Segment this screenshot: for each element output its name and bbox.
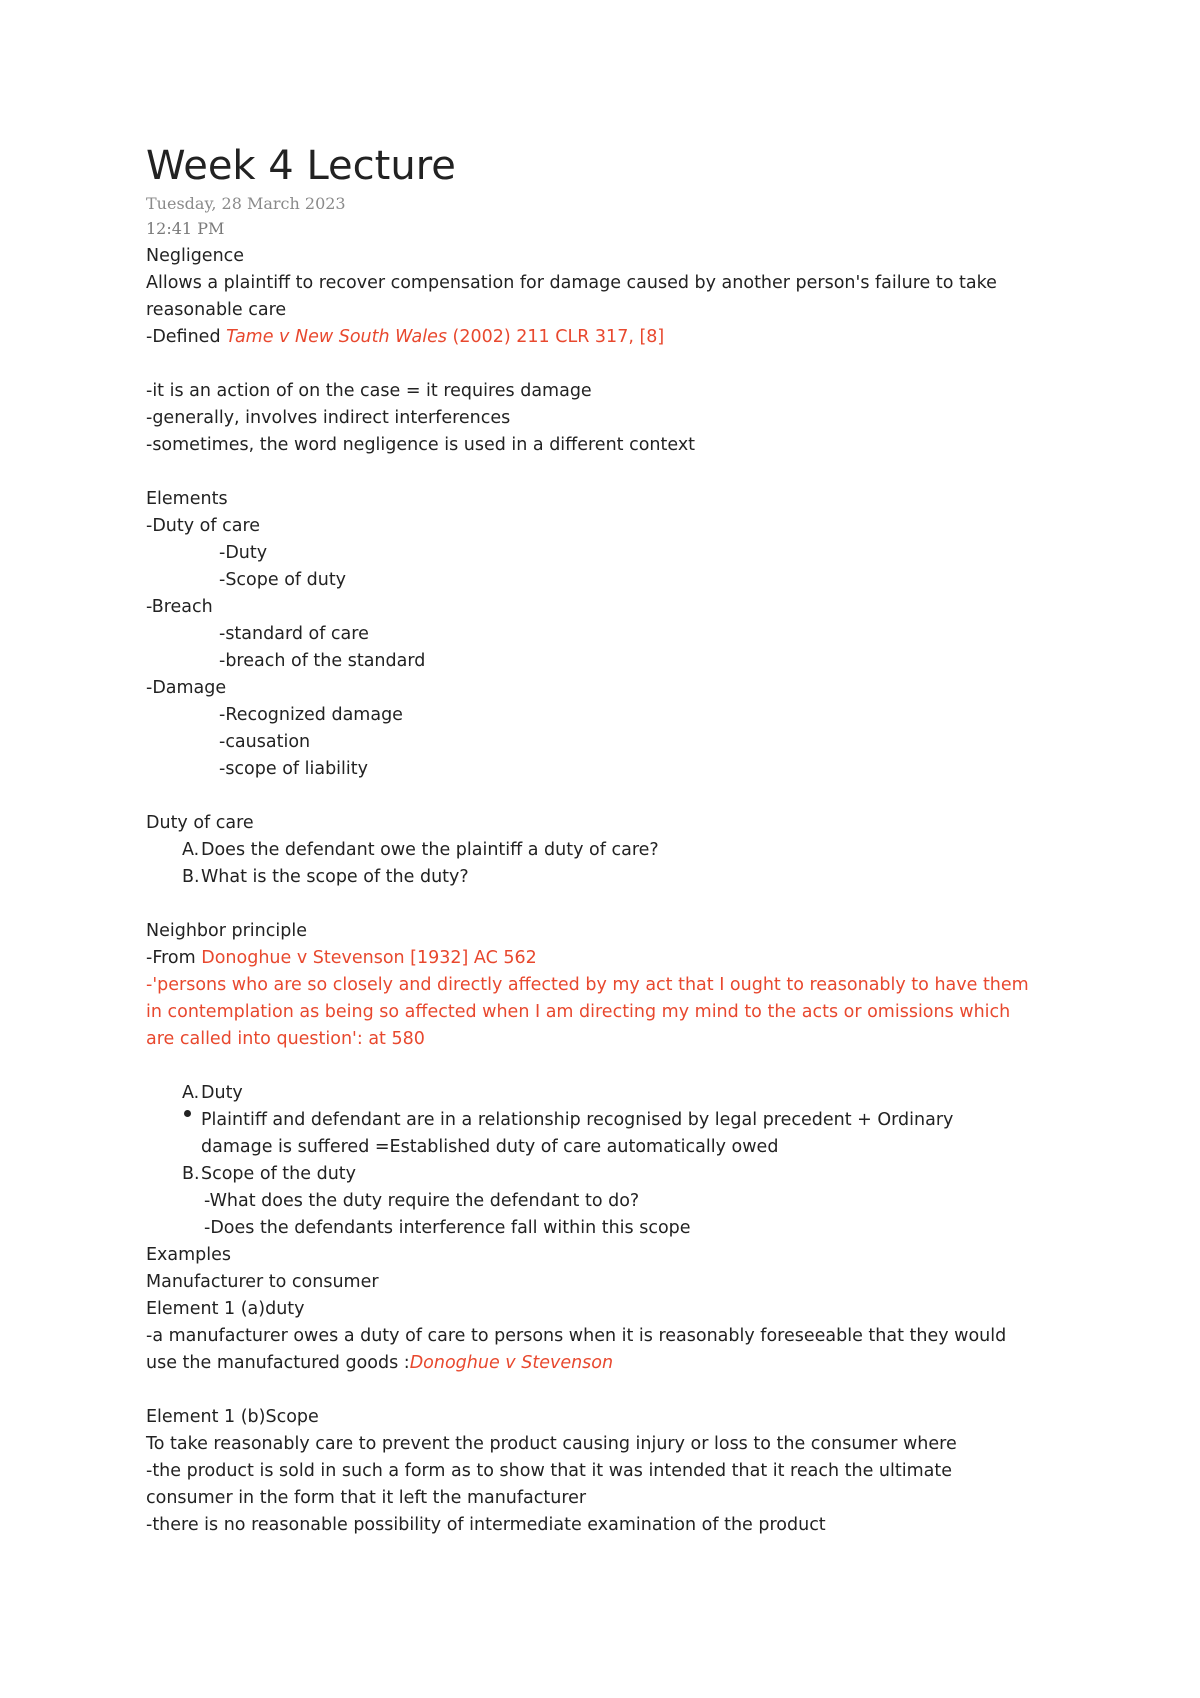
list-marker-b: B.: [182, 867, 200, 887]
element-breach-sub-breach: -breach of the standard: [219, 651, 426, 671]
element-1b-text: To take reasonably care to prevent the product causing injury or loss to the consumer where: [146, 1434, 957, 1454]
duty-bullet-line2: damage is suffered =Established duty of care automatically owed: [201, 1137, 779, 1157]
negligence-definition-line1: Allows a plaintiff to recover compensation for damage caused by another person's failure to take: [146, 273, 997, 293]
list-item-duty: Duty: [201, 1083, 243, 1103]
case-donoghue: Donoghue v Stevenson [1932] AC 562: [201, 948, 537, 968]
element-1b-point1-line2: consumer in the form that it left the manufacturer: [146, 1488, 587, 1508]
element-duty-sub-duty: -Duty: [219, 543, 268, 563]
list-item-scope: Scope of the duty: [201, 1164, 357, 1184]
case-donoghue-short: Donoghue v Stevenson: [409, 1353, 614, 1373]
neighbor-quote-line3: are called into question': at 580: [146, 1029, 425, 1049]
negligence-point-2: -generally, involves indirect interferences: [146, 408, 511, 428]
element-1a-heading: Element 1 (a)duty: [146, 1299, 305, 1319]
duty-question-a: Does the defendant owe the plaintiff a duty of care?: [201, 840, 659, 860]
element-breach: -Breach: [146, 597, 213, 617]
heading-examples: Examples: [146, 1245, 232, 1265]
date-stamp: Tuesday, 28 March 2023: [146, 194, 346, 213]
neighbor-from-line: [146, 945, 537, 972]
from-prefix: -From: [146, 948, 202, 968]
defined-prefix: -Defined: [146, 327, 227, 347]
time-stamp: 12:41 PM: [146, 219, 225, 238]
element-1a-line2: [146, 1350, 613, 1377]
negligence-point-1: -it is an action of on the case = it requires damage: [146, 381, 592, 401]
case-tame-citation: (2002) 211 CLR 317, [8]: [446, 327, 665, 347]
element-1b-heading: Element 1 (b)Scope: [146, 1407, 319, 1427]
scope-sub-1: -What does the duty require the defendant to do?: [204, 1191, 640, 1211]
case-tame: Tame v New South Wales: [226, 327, 447, 347]
element-damage-sub-recognized: -Recognized damage: [219, 705, 403, 725]
neighbor-quote-line1: -'persons who are so closely and directly affected by my act that I ought to reasonably to have them: [146, 975, 1029, 995]
element-breach-sub-standard: -standard of care: [219, 624, 369, 644]
heading-negligence: Negligence: [146, 246, 245, 266]
defined-line: [146, 324, 664, 351]
bullet-dot: [184, 1110, 191, 1117]
duty-bullet-line1: Plaintiff and defendant are in a relationship recognised by legal precedent + Ordinary: [201, 1110, 954, 1130]
element-damage-sub-scope: -scope of liability: [219, 759, 368, 779]
list-marker-b-2: B.: [182, 1164, 200, 1184]
negligence-point-3: -sometimes, the word negligence is used in a different context: [146, 435, 696, 455]
heading-elements: Elements: [146, 489, 228, 509]
page-title: Week 4 Lecture: [146, 143, 456, 189]
element-1a-line1: -a manufacturer owes a duty of care to persons when it is reasonably foreseeable that they would: [146, 1326, 1007, 1346]
negligence-definition-line2: reasonable care: [146, 300, 287, 320]
element-damage-sub-causation: -causation: [219, 732, 311, 752]
list-marker-a: A.: [182, 840, 200, 860]
scope-sub-2: -Does the defendants interference fall within this scope: [204, 1218, 691, 1238]
heading-duty-of-care: Duty of care: [146, 813, 254, 833]
element-1b-point1-line1: -the product is sold in such a form as to show that it was intended that it reach the ultimate: [146, 1461, 952, 1481]
examples-subheading: Manufacturer to consumer: [146, 1272, 379, 1292]
element-1b-point2: -there is no reasonable possibility of intermediate examination of the product: [146, 1515, 826, 1535]
element-duty-of-care: -Duty of care: [146, 516, 261, 536]
duty-question-b: What is the scope of the duty?: [201, 867, 469, 887]
neighbor-quote-line2: in contemplation as being so affected when I am directing my mind to the acts or omissions which: [146, 1002, 1011, 1022]
element-duty-sub-scope: -Scope of duty: [219, 570, 347, 590]
element-1a-prefix: use the manufactured goods :: [146, 1353, 410, 1373]
list-marker-a-2: A.: [182, 1083, 200, 1103]
heading-neighbor-principle: Neighbor principle: [146, 921, 307, 941]
element-damage: -Damage: [146, 678, 227, 698]
